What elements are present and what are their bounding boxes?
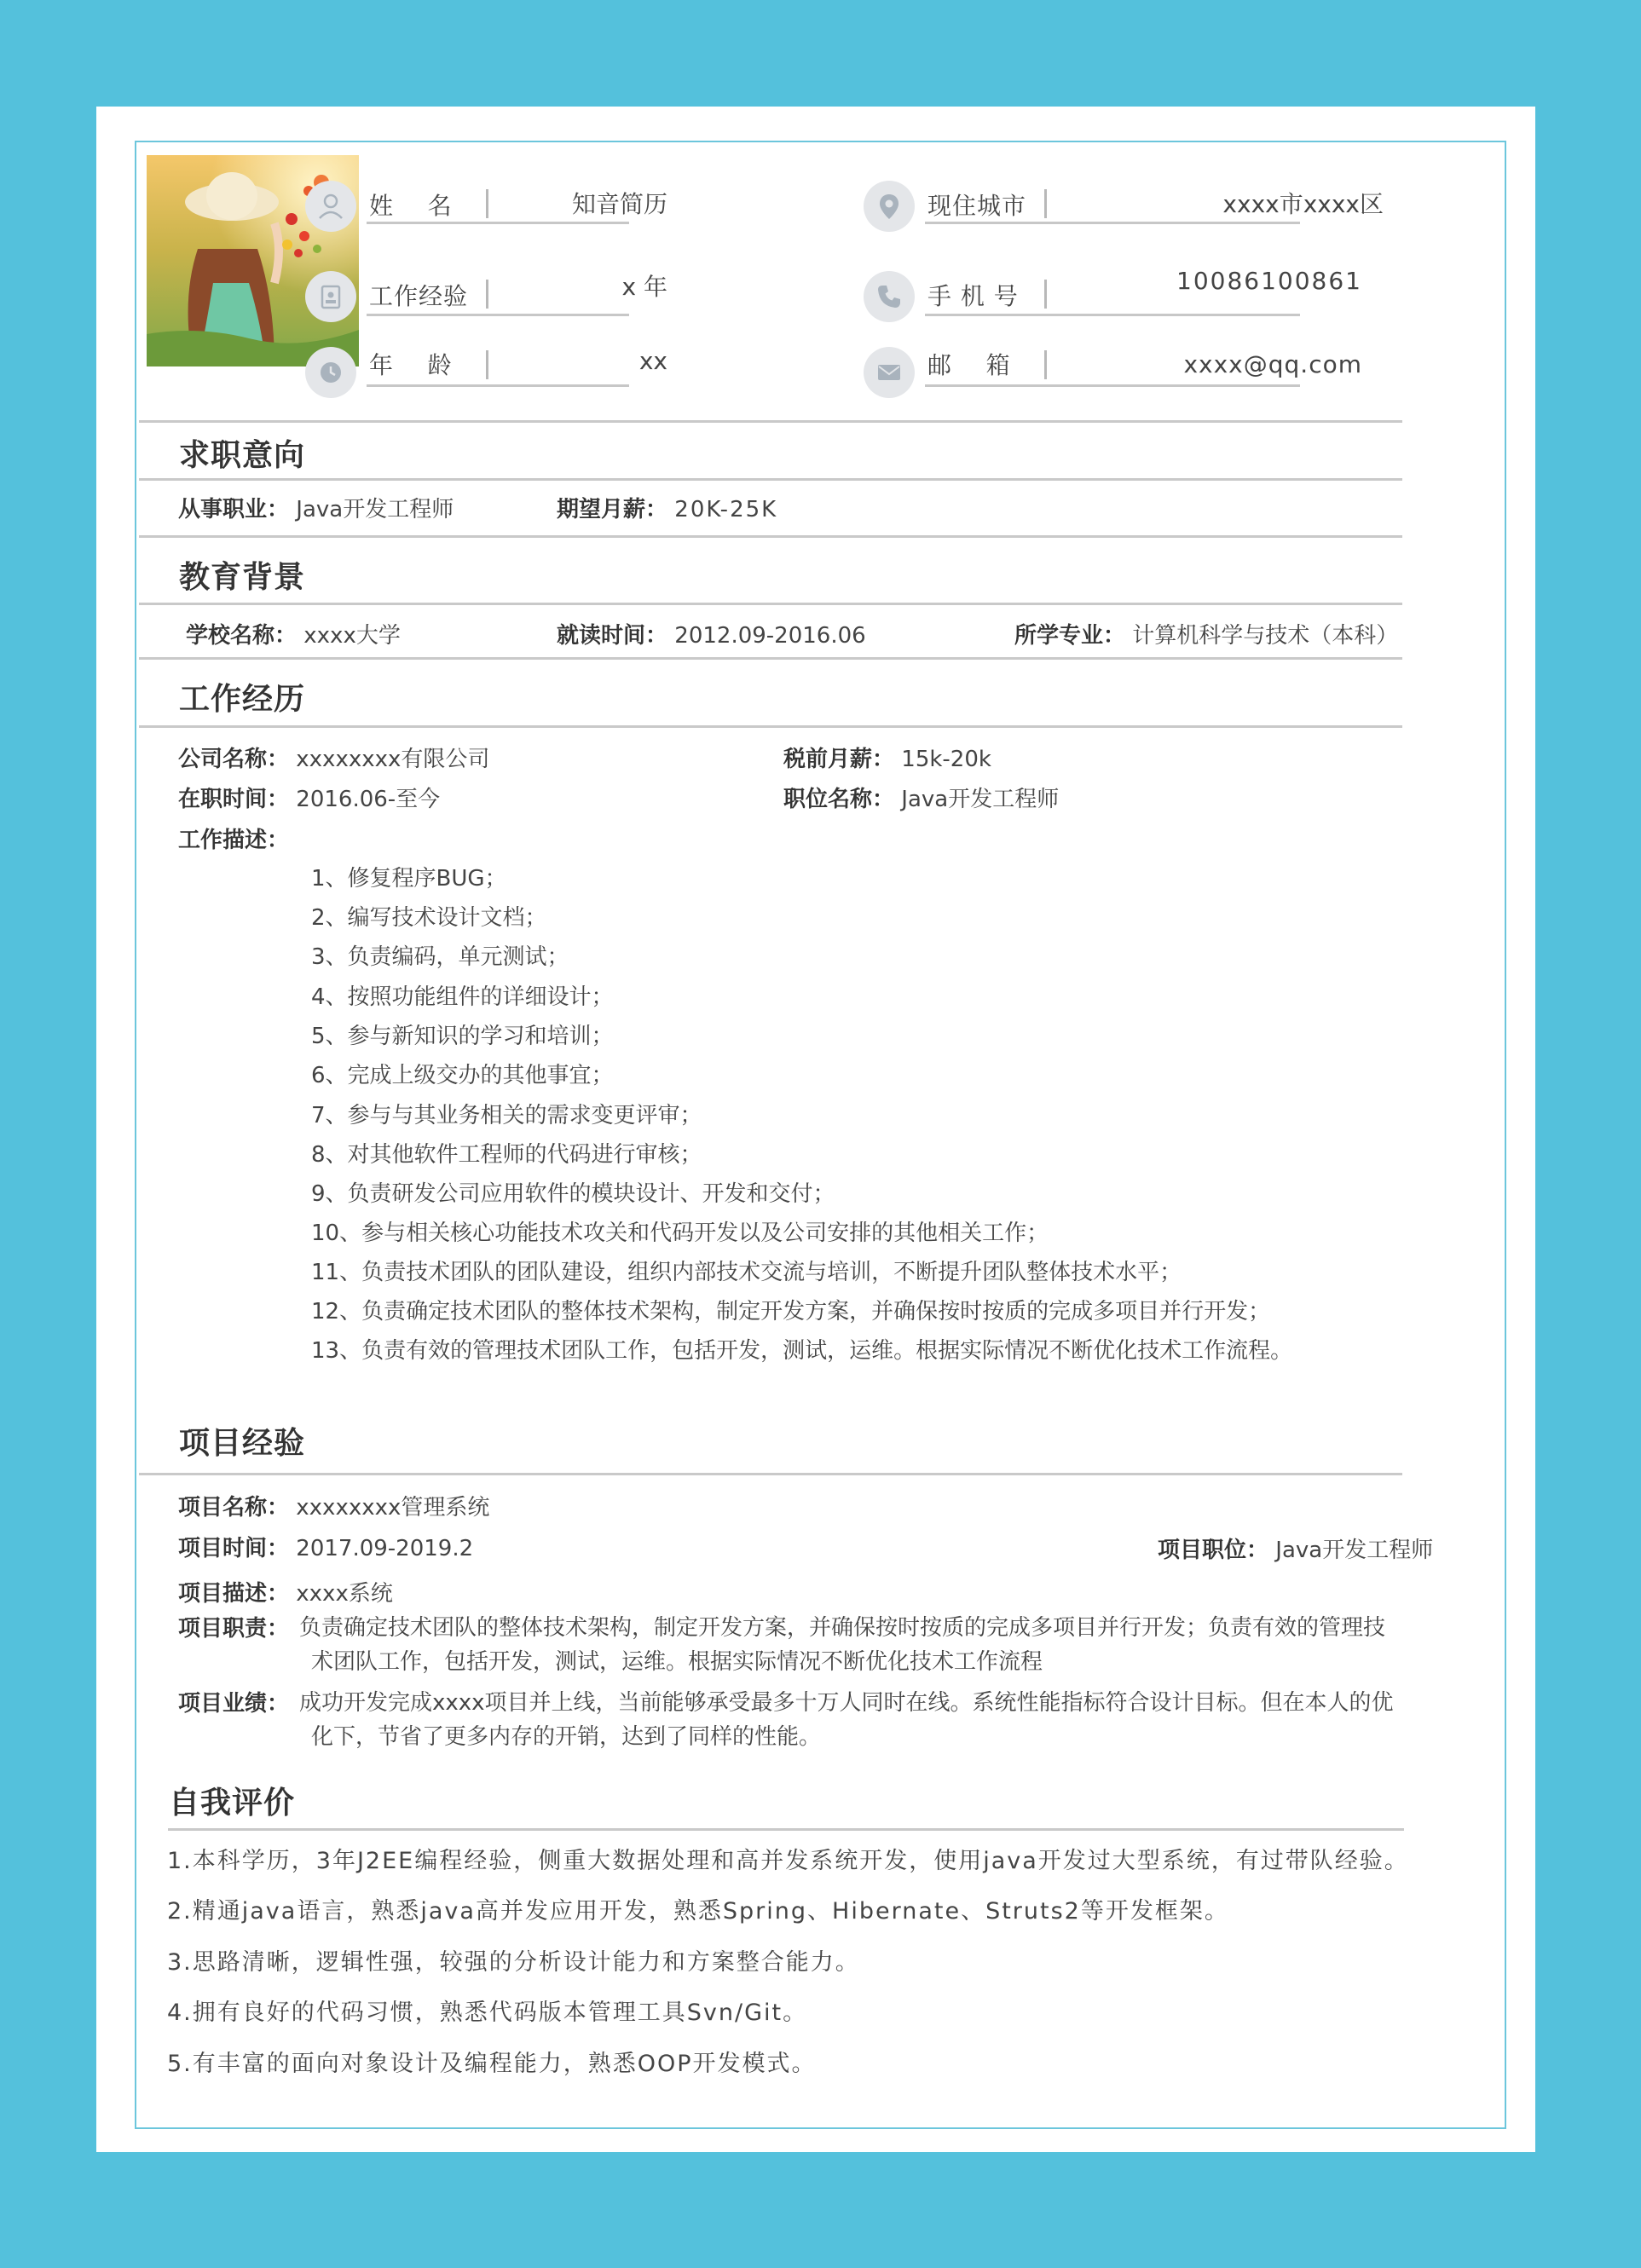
section-title-work: 工作经历 [179,682,306,717]
field-value: 计算机科学与技术（本科） [1132,623,1399,649]
work-duty-item: 8、对其他软件工程师的代码进行审核； [311,1142,702,1168]
resume-paper [96,107,1535,2152]
name-label: 姓 名 [369,192,453,220]
work-duty-item: 6、完成上级交办的其他事宜； [311,1063,614,1088]
work-period [178,782,440,813]
field-key: 工作描述： [178,828,290,853]
field-key: 学校名称： [186,623,298,649]
project-desc [178,1576,393,1607]
field-key: 所学专业： [1014,623,1126,649]
section-title-education: 教育背景 [179,560,306,595]
divider [168,1828,1404,1831]
field-value [299,1611,1433,1679]
separator [1044,350,1047,379]
field-value: Java开发工程师 [901,787,1060,812]
field-value: Java开发工程师 [296,497,454,522]
field-value: 2016.06-至今 [296,787,441,812]
work-duty-item: 5、参与新知识的学习和培训； [311,1024,614,1049]
project-duty-line: 负责确定技术团队的整体技术架构，制定开发方案，并确保按时按质的完成多项目并行开发；负责有效的管理技 [299,1615,1386,1641]
field-key: 项目业绩： [178,1691,290,1717]
divider [139,657,1402,660]
separator [1044,280,1047,309]
work-position [783,782,1059,813]
city-label: 现住城市 [927,192,1027,220]
self-evaluation-item: 2.精通java语言，熟悉java高并发应用开发，熟悉Spring、Hibernate、Struts2等开发框架。 [167,1898,1229,1925]
work-duty-item: 2、编写技术设计文档； [311,905,547,931]
underline [367,384,629,387]
city-value: xxxx市xxxx区 [1222,190,1384,218]
work-duty-item: 4、按照功能组件的详细设计； [311,984,614,1010]
underline [925,384,1300,387]
self-evaluation-item: 3.思路清晰，逻辑性强，较强的分析设计能力和方案整合能力。 [167,1949,860,1976]
field-value: 2012.09-2016.06 [674,623,866,649]
project-result-line: 化下，节省了更多内存的开销，达到了同样的性能。 [311,1724,822,1750]
field-value: xxxxxxxx管理系统 [296,1495,490,1521]
divider [139,725,1402,728]
experience-label: 工作经验 [369,282,469,310]
section-title-project: 项目经验 [179,1426,306,1461]
underline [925,222,1300,224]
separator [1044,189,1047,218]
field-key: 公司名称： [178,747,290,772]
field-value: xxxx大学 [303,623,401,649]
work-duty-item: 1、修复程序BUG； [311,866,507,892]
email-label: 邮 箱 [927,351,1011,379]
work-salary [783,742,991,773]
info-name [305,181,689,240]
separator [486,189,488,218]
section-title-intent: 求职意向 [179,438,306,473]
separator [486,350,488,379]
id-card-icon [305,271,356,322]
education-school [186,618,401,649]
project-role [1158,1532,1433,1564]
project-result-line: 成功开发完成xxxx项目并上线，当前能够承受最多十万人同时在线。系统性能指标符合设计目标。但在本人的优 [299,1690,1394,1716]
phone-icon [864,271,915,322]
project-time [178,1531,473,1562]
work-duty-item: 9、负责研发公司应用软件的模块设计、开发和交付； [311,1181,835,1207]
divider [139,420,1402,423]
self-evaluation-item: 5.有丰富的面向对象设计及编程能力，熟悉OOP开发模式。 [167,2051,817,2077]
info-age [305,347,689,407]
age-value: xx [638,347,667,375]
person-icon [305,181,356,232]
field-key: 就读时间： [557,623,668,649]
mail-icon [864,347,915,398]
work-desc [178,822,289,854]
field-key: 职位名称： [783,787,895,812]
experience-value: x 年 [621,273,667,301]
divider [139,535,1402,538]
phone-label: 手 机 号 [927,282,1019,310]
divider [139,1473,1402,1475]
section-title-self: 自我评价 [169,1786,296,1821]
name-value: 知音简历 [571,190,667,218]
intent-salary [557,492,777,523]
location-pin-icon [864,181,915,232]
field-key: 在职时间： [178,787,290,812]
separator [486,280,488,309]
work-duty-item: 3、负责编码，单元测试； [311,944,569,970]
age-label: 年 龄 [369,351,453,379]
field-value: 20K-25K [674,497,778,522]
field-value: xxxx系统 [296,1581,393,1607]
work-duty-item: 7、参与与其业务相关的需求变更评审； [311,1103,702,1128]
self-evaluation-item: 1.本科学历，3年J2EE编程经验，侧重大数据处理和高并发系统开发，使用java开发过大型系统，有过带队经验。 [167,1848,1409,1874]
field-value: 2017.09-2019.2 [296,1536,474,1561]
work-duty-item: 13、负责有效的管理技术团队工作，包括开发，测试，运维。根据实际情况不断优化技术工作流程。 [311,1338,1293,1364]
work-duty-item: 12、负责确定技术团队的整体技术架构，制定开发方案，并确保按时按质的完成多项目并行开发； [311,1299,1271,1324]
project-duty-line: 术团队工作，包括开发，测试，运维。根据实际情况不断优化技术工作流程 [311,1649,1043,1675]
field-key: 项目时间： [178,1536,290,1561]
field-value: 15k-20k [901,747,991,772]
field-key: 从事职业： [178,497,290,522]
field-value [299,1686,1433,1754]
info-city [864,181,1384,240]
phone-value: 10086100861 [1176,267,1362,295]
underline [925,314,1300,316]
resume-frame [135,141,1506,2129]
project-name [178,1490,489,1521]
field-key: 项目职责： [178,1616,290,1642]
email-value: xxxx@qq.com [1183,350,1362,378]
info-phone [864,267,1384,331]
underline [367,314,629,316]
field-key: 期望月薪： [557,497,668,522]
field-key: 项目描述： [178,1581,290,1607]
underline [367,222,629,224]
work-duty-item: 10、参与相关核心功能技术攻关和代码开发以及公司安排的其他相关工作； [311,1221,1049,1246]
field-key: 项目名称： [178,1495,290,1521]
intent-job [178,492,454,523]
divider [139,603,1402,605]
self-evaluation-item: 4.拥有良好的代码习惯，熟悉代码版本管理工具Svn/Git。 [167,2000,808,2026]
clock-icon [305,347,356,398]
work-company [178,742,489,773]
education-major [1014,618,1398,649]
field-key: 项目职位： [1158,1538,1269,1563]
field-value: Java开发工程师 [1275,1538,1434,1563]
field-key: 税前月薪： [783,747,895,772]
education-time [557,618,866,649]
divider [139,478,1402,481]
work-duty-item: 11、负责技术团队的团队建设，组织内部技术交流与培训，不断提升团队整体技术水平； [311,1260,1182,1285]
info-experience [305,271,689,331]
info-email [864,347,1384,407]
field-value: xxxxxxxx有限公司 [296,747,490,772]
